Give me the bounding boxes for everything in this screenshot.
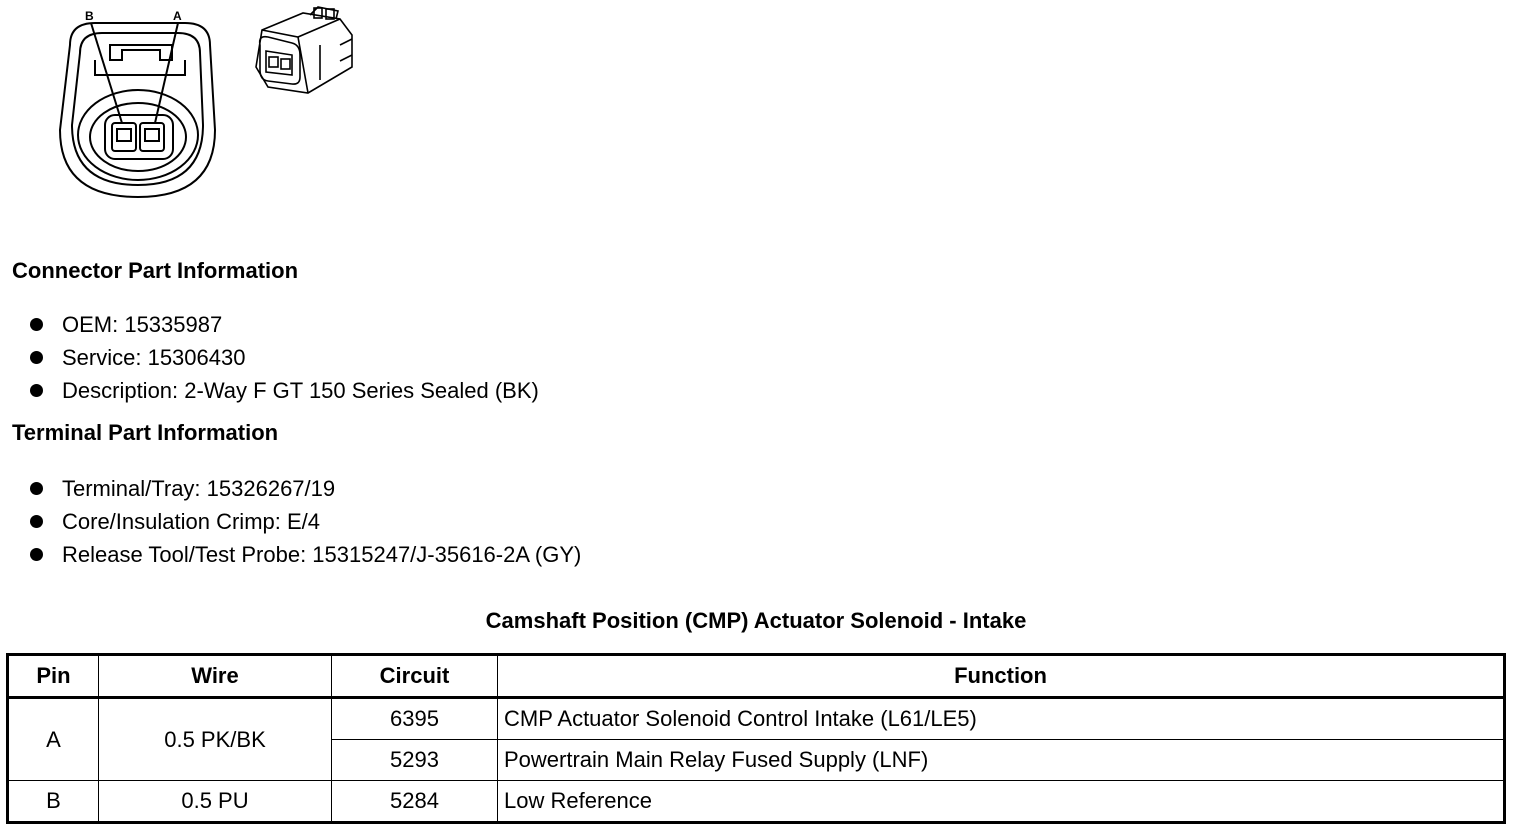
table-header-row: [8, 655, 1505, 698]
list-item-text: Terminal/Tray: 15326267/19: [62, 476, 336, 501]
terminal-part-info-heading: Terminal Part Information: [12, 420, 279, 445]
list-item: [30, 374, 539, 407]
header-function: Function: [498, 655, 1505, 698]
bullet-icon: [30, 351, 43, 364]
connector-part-info-list: [30, 308, 539, 407]
bullet-icon: [30, 384, 43, 397]
cell-circuit: 5293: [332, 740, 498, 781]
table-row: [8, 781, 1505, 823]
header-circuit: Circuit: [332, 655, 498, 698]
connector-isometric-icon: [248, 5, 356, 100]
list-item: [30, 308, 539, 341]
header-wire: Wire: [99, 655, 332, 698]
pin-b-label: B: [85, 9, 94, 23]
bullet-icon: [30, 548, 43, 561]
header-pin: Pin: [8, 655, 99, 698]
bullet-icon: [30, 318, 43, 331]
connector-face-icon: [50, 5, 225, 205]
cell-circuit: 5284: [332, 781, 498, 823]
list-item: [30, 538, 581, 571]
bullet-icon: [30, 482, 43, 495]
pin-a-label: A: [173, 9, 182, 23]
cell-pin: A: [8, 698, 99, 781]
list-item: [30, 472, 581, 505]
cell-wire: 0.5 PU: [99, 781, 332, 823]
list-item: [30, 341, 539, 374]
cell-function: Powertrain Main Relay Fused Supply (LNF): [498, 740, 1505, 781]
terminal-part-info-list: [30, 472, 581, 571]
cell-pin: B: [8, 781, 99, 823]
list-item-text: Core/Insulation Crimp: E/4: [62, 509, 320, 534]
cell-wire: 0.5 PK/BK: [99, 698, 332, 781]
list-item-text: Service: 15306430: [62, 345, 246, 370]
cell-function: Low Reference: [498, 781, 1505, 823]
connector-face-diagram: [50, 5, 225, 205]
list-item-text: OEM: 15335987: [62, 312, 223, 337]
pinout-table: [6, 653, 1506, 824]
cell-function: CMP Actuator Solenoid Control Intake (L61/LE5): [498, 698, 1505, 740]
connector-part-info-heading: Connector Part Information: [12, 258, 299, 283]
list-item: [30, 505, 581, 538]
cell-circuit: 6395: [332, 698, 498, 740]
bullet-icon: [30, 515, 43, 528]
table-title: Camshaft Position (CMP) Actuator Solenoid - Intake: [485, 608, 1027, 633]
table-row: [8, 698, 1505, 740]
list-item-text: Description: 2-Way F GT 150 Series Sealed (BK): [62, 378, 539, 403]
list-item-text: Release Tool/Test Probe: 15315247/J-35616-2A (GY): [62, 542, 582, 567]
